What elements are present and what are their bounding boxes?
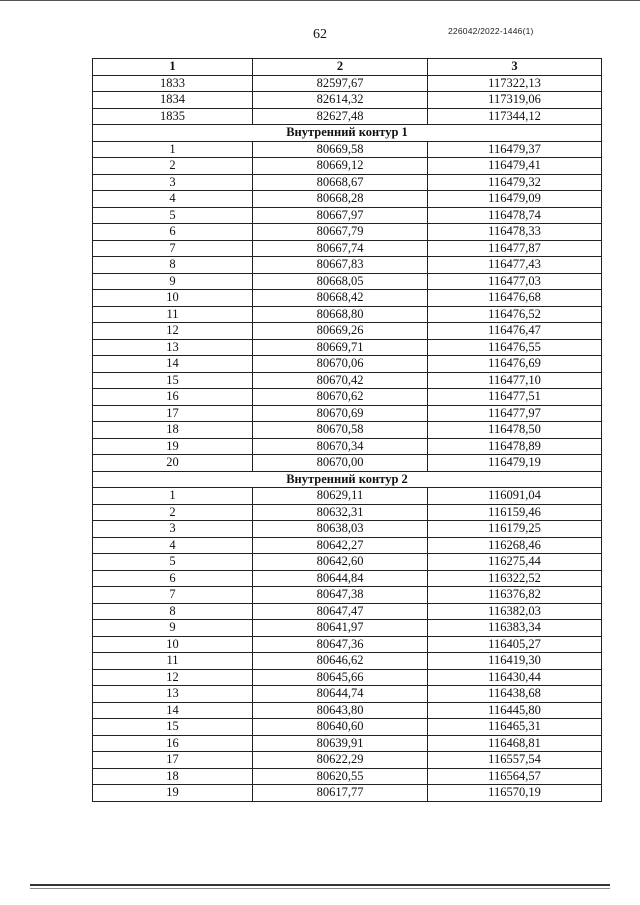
- table-row: [93, 488, 602, 505]
- x-coordinate-cell: 80668,80: [253, 306, 428, 323]
- table-row: [93, 191, 602, 208]
- x-coordinate-cell: 80669,71: [253, 339, 428, 356]
- x-coordinate-cell: 80667,97: [253, 207, 428, 224]
- table-row: [93, 752, 602, 769]
- x-coordinate-cell: 80622,29: [253, 752, 428, 769]
- y-coordinate-cell: 116478,50: [428, 422, 602, 439]
- point-number-cell: 16: [93, 389, 253, 406]
- x-coordinate-cell: 80629,11: [253, 488, 428, 505]
- point-number-cell: 15: [93, 719, 253, 736]
- table-row: [93, 735, 602, 752]
- y-coordinate-cell: 116477,97: [428, 405, 602, 422]
- bottom-rule-thin: [30, 888, 610, 889]
- y-coordinate-cell: 116479,37: [428, 141, 602, 158]
- x-coordinate-cell: 82597,67: [253, 75, 428, 92]
- y-coordinate-cell: 116478,33: [428, 224, 602, 241]
- column-header: 2: [253, 59, 428, 76]
- point-number-cell: 8: [93, 257, 253, 274]
- x-coordinate-cell: 80641,97: [253, 620, 428, 637]
- x-coordinate-cell: 80638,03: [253, 521, 428, 538]
- y-coordinate-cell: 116476,52: [428, 306, 602, 323]
- point-number-cell: 13: [93, 339, 253, 356]
- y-coordinate-cell: 116477,43: [428, 257, 602, 274]
- y-coordinate-cell: 116438,68: [428, 686, 602, 703]
- y-coordinate-cell: 116382,03: [428, 603, 602, 620]
- point-number-cell: 9: [93, 620, 253, 637]
- x-coordinate-cell: 80632,31: [253, 504, 428, 521]
- coordinates-table: [92, 58, 602, 802]
- table-row: [93, 702, 602, 719]
- table-row: [93, 273, 602, 290]
- y-coordinate-cell: 116476,55: [428, 339, 602, 356]
- x-coordinate-cell: 80668,05: [253, 273, 428, 290]
- point-number-cell: 6: [93, 570, 253, 587]
- table-row: [93, 438, 602, 455]
- section-title: Внутренний контур 2: [93, 471, 602, 488]
- point-number-cell: 18: [93, 768, 253, 785]
- x-coordinate-cell: 80647,38: [253, 587, 428, 604]
- table-row: [93, 141, 602, 158]
- x-coordinate-cell: 80644,84: [253, 570, 428, 587]
- y-coordinate-cell: 116430,44: [428, 669, 602, 686]
- section-header-row: [93, 125, 602, 142]
- table-header-row: [93, 59, 602, 76]
- point-number-cell: 19: [93, 438, 253, 455]
- y-coordinate-cell: 116275,44: [428, 554, 602, 571]
- x-coordinate-cell: 80643,80: [253, 702, 428, 719]
- table-row: [93, 768, 602, 785]
- y-coordinate-cell: 116557,54: [428, 752, 602, 769]
- point-number-cell: 4: [93, 537, 253, 554]
- column-header: 1: [93, 59, 253, 76]
- y-coordinate-cell: 117344,12: [428, 108, 602, 125]
- x-coordinate-cell: 80669,58: [253, 141, 428, 158]
- top-rule: [0, 0, 640, 1]
- x-coordinate-cell: 80670,69: [253, 405, 428, 422]
- point-number-cell: 17: [93, 752, 253, 769]
- table-row: [93, 389, 602, 406]
- table-row: [93, 669, 602, 686]
- x-coordinate-cell: 80670,00: [253, 455, 428, 472]
- point-number-cell: 1: [93, 488, 253, 505]
- point-number-cell: 7: [93, 587, 253, 604]
- y-coordinate-cell: 116479,09: [428, 191, 602, 208]
- x-coordinate-cell: 80617,77: [253, 785, 428, 802]
- x-coordinate-cell: 82627,48: [253, 108, 428, 125]
- x-coordinate-cell: 80667,79: [253, 224, 428, 241]
- y-coordinate-cell: 116479,19: [428, 455, 602, 472]
- y-coordinate-cell: 116478,74: [428, 207, 602, 224]
- table-row: [93, 570, 602, 587]
- table-row: [93, 174, 602, 191]
- table-row: [93, 587, 602, 604]
- table-row: [93, 785, 602, 802]
- x-coordinate-cell: 80670,58: [253, 422, 428, 439]
- point-number-cell: 5: [93, 554, 253, 571]
- section-title: Внутренний контур 1: [93, 125, 602, 142]
- x-coordinate-cell: 80669,12: [253, 158, 428, 175]
- point-number-cell: 3: [93, 174, 253, 191]
- point-number-cell: 2: [93, 158, 253, 175]
- x-coordinate-cell: 80667,83: [253, 257, 428, 274]
- x-coordinate-cell: 82614,32: [253, 92, 428, 109]
- table-row: [93, 620, 602, 637]
- point-number-cell: 1: [93, 141, 253, 158]
- point-number-cell: 11: [93, 306, 253, 323]
- table-row: [93, 224, 602, 241]
- point-number-cell: 15: [93, 372, 253, 389]
- y-coordinate-cell: 116383,34: [428, 620, 602, 637]
- point-number-cell: 10: [93, 636, 253, 653]
- table-row: [93, 356, 602, 373]
- point-number-cell: 20: [93, 455, 253, 472]
- table-row: [93, 158, 602, 175]
- point-number-cell: 1835: [93, 108, 253, 125]
- x-coordinate-cell: 80645,66: [253, 669, 428, 686]
- document-id: 226042/2022-1446(1): [448, 26, 534, 36]
- x-coordinate-cell: 80646,62: [253, 653, 428, 670]
- point-number-cell: 14: [93, 702, 253, 719]
- point-number-cell: 13: [93, 686, 253, 703]
- point-number-cell: 9: [93, 273, 253, 290]
- y-coordinate-cell: 116476,47: [428, 323, 602, 340]
- y-coordinate-cell: 116091,04: [428, 488, 602, 505]
- y-coordinate-cell: 116445,80: [428, 702, 602, 719]
- x-coordinate-cell: 80644,74: [253, 686, 428, 703]
- table-row: [93, 537, 602, 554]
- table-row: [93, 603, 602, 620]
- table-row: [93, 554, 602, 571]
- x-coordinate-cell: 80647,47: [253, 603, 428, 620]
- x-coordinate-cell: 80639,91: [253, 735, 428, 752]
- y-coordinate-cell: 116419,30: [428, 653, 602, 670]
- x-coordinate-cell: 80620,55: [253, 768, 428, 785]
- table-row: [93, 92, 602, 109]
- point-number-cell: 2: [93, 504, 253, 521]
- point-number-cell: 12: [93, 323, 253, 340]
- y-coordinate-cell: 116478,89: [428, 438, 602, 455]
- x-coordinate-cell: 80668,28: [253, 191, 428, 208]
- table-row: [93, 686, 602, 703]
- point-number-cell: 1833: [93, 75, 253, 92]
- y-coordinate-cell: 116477,10: [428, 372, 602, 389]
- y-coordinate-cell: 116376,82: [428, 587, 602, 604]
- point-number-cell: 4: [93, 191, 253, 208]
- y-coordinate-cell: 116477,51: [428, 389, 602, 406]
- table-row: [93, 339, 602, 356]
- x-coordinate-cell: 80642,27: [253, 537, 428, 554]
- point-number-cell: 5: [93, 207, 253, 224]
- y-coordinate-cell: 116405,27: [428, 636, 602, 653]
- point-number-cell: 16: [93, 735, 253, 752]
- table-row: [93, 422, 602, 439]
- table-row: [93, 521, 602, 538]
- table-row: [93, 405, 602, 422]
- x-coordinate-cell: 80667,74: [253, 240, 428, 257]
- x-coordinate-cell: 80669,26: [253, 323, 428, 340]
- x-coordinate-cell: 80668,42: [253, 290, 428, 307]
- point-number-cell: 19: [93, 785, 253, 802]
- table-row: [93, 372, 602, 389]
- table-row: [93, 108, 602, 125]
- table-row: [93, 207, 602, 224]
- y-coordinate-cell: 116564,57: [428, 768, 602, 785]
- x-coordinate-cell: 80640,60: [253, 719, 428, 736]
- x-coordinate-cell: 80642,60: [253, 554, 428, 571]
- point-number-cell: 10: [93, 290, 253, 307]
- y-coordinate-cell: 116479,32: [428, 174, 602, 191]
- x-coordinate-cell: 80668,67: [253, 174, 428, 191]
- table-row: [93, 75, 602, 92]
- table-row: [93, 504, 602, 521]
- bottom-rule: [30, 884, 610, 886]
- point-number-cell: 6: [93, 224, 253, 241]
- y-coordinate-cell: 117319,06: [428, 92, 602, 109]
- y-coordinate-cell: 116179,25: [428, 521, 602, 538]
- table-row: [93, 719, 602, 736]
- x-coordinate-cell: 80670,62: [253, 389, 428, 406]
- y-coordinate-cell: 116477,03: [428, 273, 602, 290]
- point-number-cell: 7: [93, 240, 253, 257]
- table-body: [93, 59, 602, 802]
- point-number-cell: 14: [93, 356, 253, 373]
- y-coordinate-cell: 116322,52: [428, 570, 602, 587]
- table-row: [93, 257, 602, 274]
- y-coordinate-cell: 116476,69: [428, 356, 602, 373]
- page-number: 62: [313, 27, 327, 42]
- y-coordinate-cell: 116268,46: [428, 537, 602, 554]
- point-number-cell: 1834: [93, 92, 253, 109]
- x-coordinate-cell: 80670,34: [253, 438, 428, 455]
- y-coordinate-cell: 116468,81: [428, 735, 602, 752]
- table-row: [93, 290, 602, 307]
- table-row: [93, 653, 602, 670]
- section-header-row: [93, 471, 602, 488]
- point-number-cell: 3: [93, 521, 253, 538]
- point-number-cell: 18: [93, 422, 253, 439]
- table-row: [93, 636, 602, 653]
- point-number-cell: 8: [93, 603, 253, 620]
- table-row: [93, 306, 602, 323]
- point-number-cell: 17: [93, 405, 253, 422]
- y-coordinate-cell: 116465,31: [428, 719, 602, 736]
- x-coordinate-cell: 80647,36: [253, 636, 428, 653]
- y-coordinate-cell: 116479,41: [428, 158, 602, 175]
- table-row: [93, 455, 602, 472]
- y-coordinate-cell: 116477,87: [428, 240, 602, 257]
- table-row: [93, 240, 602, 257]
- x-coordinate-cell: 80670,42: [253, 372, 428, 389]
- column-header: 3: [428, 59, 602, 76]
- point-number-cell: 12: [93, 669, 253, 686]
- y-coordinate-cell: 116570,19: [428, 785, 602, 802]
- y-coordinate-cell: 116159,46: [428, 504, 602, 521]
- y-coordinate-cell: 117322,13: [428, 75, 602, 92]
- x-coordinate-cell: 80670,06: [253, 356, 428, 373]
- table-row: [93, 323, 602, 340]
- y-coordinate-cell: 116476,68: [428, 290, 602, 307]
- point-number-cell: 11: [93, 653, 253, 670]
